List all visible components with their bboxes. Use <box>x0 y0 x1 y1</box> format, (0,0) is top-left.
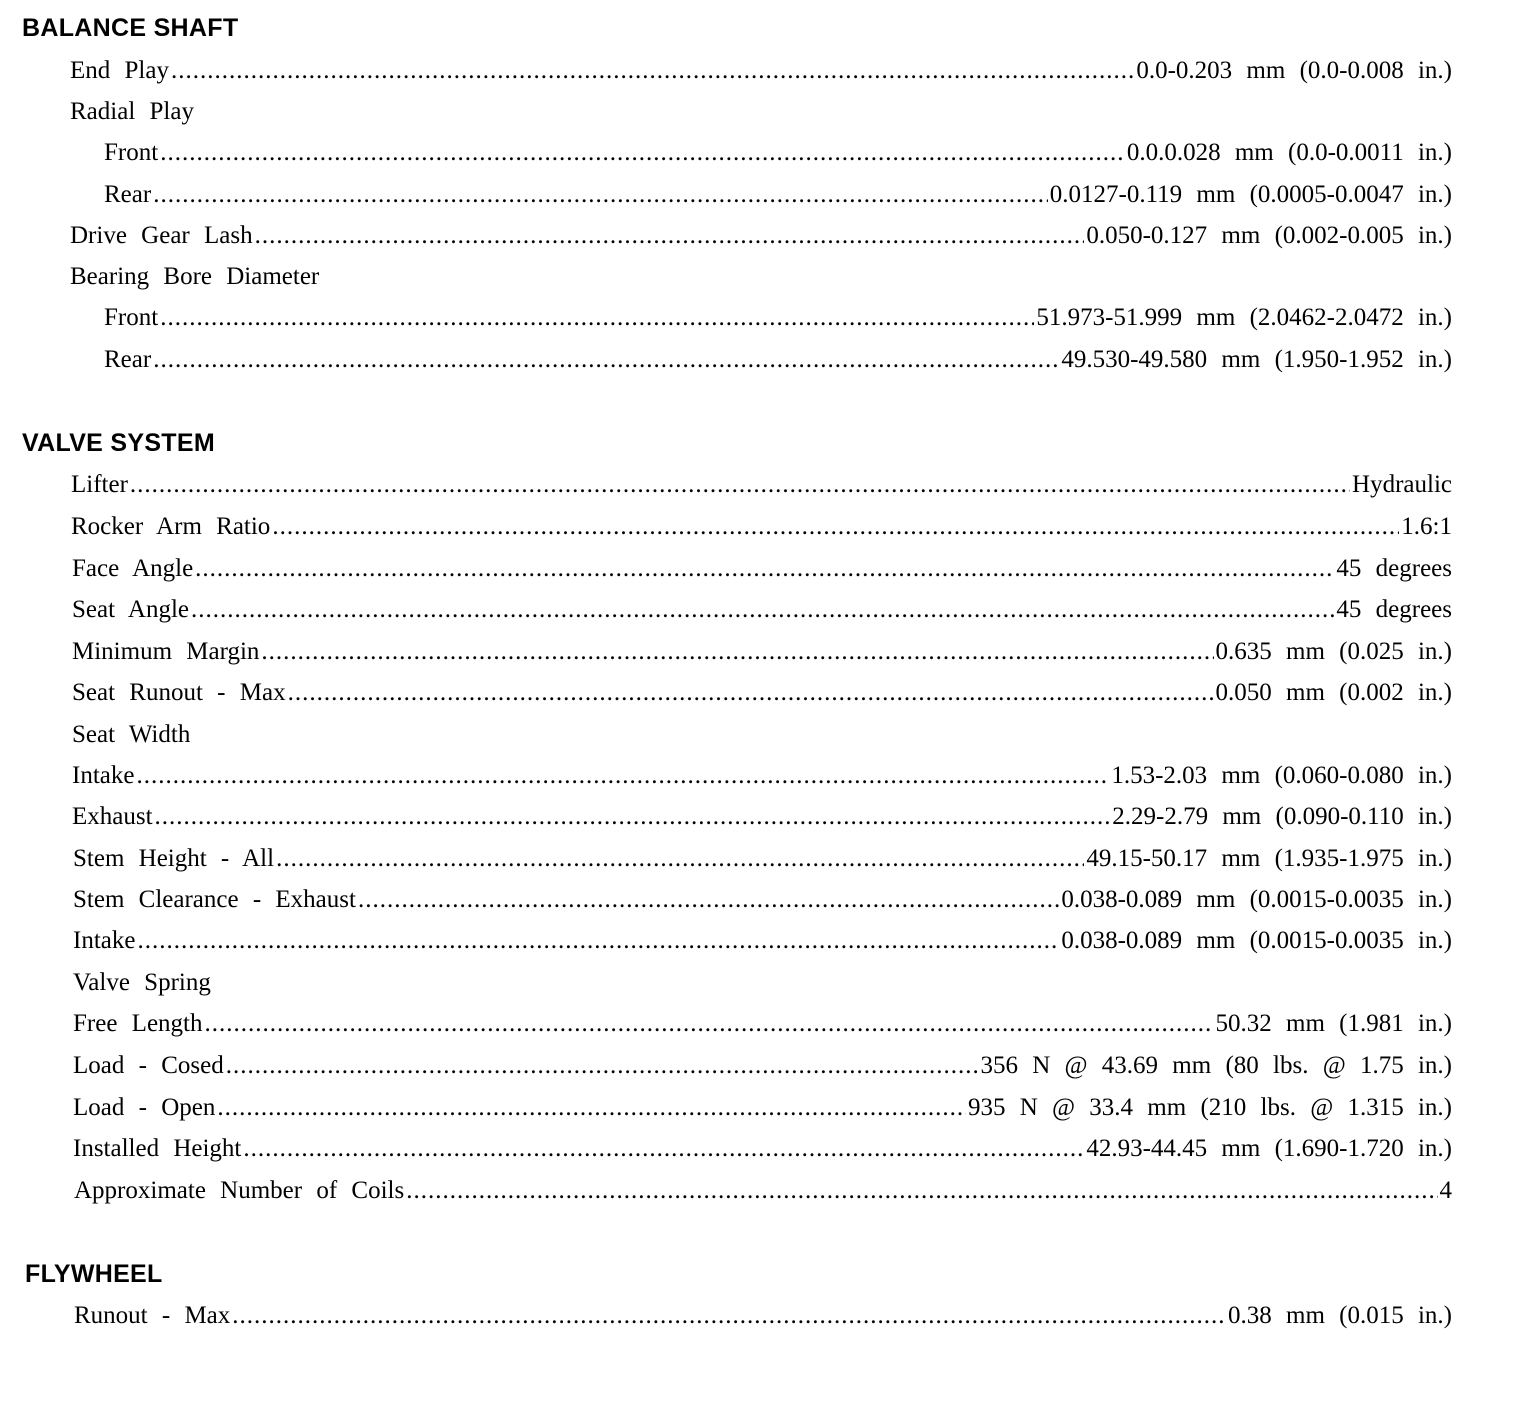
dot-leader <box>136 761 1109 791</box>
spec-value: 0.038-0.089 mm (0.0015-0.0035 in.) <box>1061 886 1452 913</box>
spec-value: 49.15-50.17 mm (1.935-1.975 in.) <box>1086 845 1452 872</box>
spec-label: Front <box>104 304 159 331</box>
spec-label: Load - Cosed <box>73 1052 224 1079</box>
dot-leader <box>191 595 1334 625</box>
spec-label: Seat Angle <box>72 596 190 623</box>
spec-label: Rear <box>104 346 152 373</box>
spec-row-bore-rear <box>104 345 1452 375</box>
spec-row-load-open <box>73 1093 1452 1123</box>
spec-subheading-valve-spring <box>73 968 211 998</box>
spec-row-free-length <box>73 1009 1452 1039</box>
spec-row-minimum-margin <box>72 637 1452 667</box>
spec-subheading-radial-play <box>70 97 194 127</box>
dot-leader <box>137 926 1059 956</box>
dot-leader <box>358 885 1059 915</box>
dot-leader <box>272 512 1399 542</box>
dot-leader <box>288 678 1214 708</box>
section-heading-balance-shaft: BALANCE SHAFT <box>22 14 239 42</box>
spec-row-stem-height <box>73 844 1452 874</box>
spec-value: Hydraulic <box>1352 471 1452 498</box>
spec-row-drive-gear-lash <box>70 221 1452 251</box>
spec-row-radial-rear <box>104 180 1452 210</box>
dot-leader <box>195 554 1334 584</box>
section-heading-valve-system: VALVE SYSTEM <box>22 429 215 457</box>
spec-label: Free Length <box>73 1010 203 1037</box>
spec-row-seat-angle <box>72 595 1452 625</box>
spec-label: Valve Spring <box>73 969 211 996</box>
spec-value: 0.0.0.028 mm (0.0-0.0011 in.) <box>1126 139 1452 166</box>
dot-leader <box>204 1009 1213 1039</box>
spec-label: Runout - Max <box>74 1302 231 1329</box>
spec-label: Approximate Number of Coils <box>74 1177 405 1204</box>
dot-leader <box>153 180 1048 210</box>
spec-value: 0.050 mm (0.002 in.) <box>1215 679 1452 706</box>
spec-row-seat-exhaust <box>72 802 1452 832</box>
spec-row-lifter <box>71 470 1452 500</box>
spec-value: 0.0127-0.119 mm (0.0005-0.0047 in.) <box>1049 181 1452 208</box>
spec-label: Exhaust <box>72 803 153 830</box>
spec-row-rocker-arm-ratio <box>71 512 1452 542</box>
spec-value: 2.29-2.79 mm (0.090-0.110 in.) <box>1112 803 1452 830</box>
spec-label: Lifter <box>71 471 128 498</box>
spec-row-end-play <box>70 56 1452 86</box>
spec-label: Stem Clearance - Exhaust <box>73 886 356 913</box>
spec-value: 0.635 mm (0.025 in.) <box>1215 638 1452 665</box>
spec-label: Face Angle <box>72 555 194 582</box>
spec-row-stem-clearance-intake <box>73 926 1452 956</box>
spec-value: 0.38 mm (0.015 in.) <box>1228 1302 1452 1329</box>
spec-value: 0.050-0.127 mm (0.002-0.005 in.) <box>1086 222 1452 249</box>
dot-leader <box>160 303 1034 333</box>
spec-label: Bearing Bore Diameter <box>70 263 320 290</box>
spec-row-installed-height <box>73 1134 1452 1164</box>
spec-value: 1.53-2.03 mm (0.060-0.080 in.) <box>1111 762 1452 789</box>
dot-leader <box>130 470 1350 500</box>
spec-value: 51.973-51.999 mm (2.0462-2.0472 in.) <box>1036 304 1452 331</box>
spec-label: Intake <box>72 762 135 789</box>
spec-row-seat-intake <box>72 761 1452 791</box>
dot-leader <box>232 1301 1226 1331</box>
spec-value: 42.93-44.45 mm (1.690-1.720 in.) <box>1086 1135 1452 1162</box>
spec-value: 935 N @ 33.4 mm (210 lbs. @ 1.315 in.) <box>967 1094 1452 1121</box>
spec-value: 0.038-0.089 mm (0.0015-0.0035 in.) <box>1061 927 1452 954</box>
spec-row-stem-clearance-exhaust <box>73 885 1452 915</box>
spec-value: 45 degrees <box>1336 555 1452 582</box>
spec-row-radial-front <box>104 138 1452 168</box>
dot-leader <box>226 1051 979 1081</box>
spec-subheading-bearing-bore <box>70 262 319 292</box>
spec-label: Radial Play <box>70 98 194 125</box>
spec-label: Seat Width <box>72 721 191 748</box>
spec-value: 1.6:1 <box>1401 513 1452 540</box>
section-heading-flywheel: FLYWHEEL <box>25 1260 163 1288</box>
spec-label: Seat Runout - Max <box>72 679 286 706</box>
spec-value: 356 N @ 43.69 mm (80 lbs. @ 1.75 in.) <box>980 1052 1452 1079</box>
spec-row-face-angle <box>72 554 1452 584</box>
dot-leader <box>155 802 1111 832</box>
dot-leader <box>276 844 1084 874</box>
spec-label: Stem Height - All <box>73 845 275 872</box>
spec-row-load-closed <box>73 1051 1452 1081</box>
spec-row-bore-front <box>104 303 1452 333</box>
spec-value: 45 degrees <box>1336 596 1452 623</box>
dot-leader <box>153 345 1059 375</box>
spec-label: Load - Open <box>73 1094 216 1121</box>
spec-label: Rear <box>104 181 152 208</box>
spec-label: End Play <box>70 57 169 84</box>
spec-label: Front <box>104 139 159 166</box>
dot-leader <box>171 56 1134 86</box>
spec-label: Installed Height <box>73 1135 242 1162</box>
spec-row-flywheel-runout <box>74 1301 1452 1331</box>
spec-value: 4 <box>1439 1177 1452 1204</box>
spec-value: 0.0-0.203 mm (0.0-0.008 in.) <box>1136 57 1452 84</box>
spec-label: Drive Gear Lash <box>70 222 253 249</box>
spec-value: 49.530-49.580 mm (1.950-1.952 in.) <box>1061 346 1452 373</box>
spec-subheading-seat-width <box>72 720 190 750</box>
spec-label: Rocker Arm Ratio <box>71 513 271 540</box>
dot-leader <box>217 1093 966 1123</box>
spec-label: Minimum Margin <box>72 638 260 665</box>
dot-leader <box>160 138 1125 168</box>
spec-label: Intake <box>73 927 136 954</box>
spec-row-seat-runout <box>72 678 1452 708</box>
dot-leader <box>255 221 1085 251</box>
spec-row-coils <box>74 1176 1452 1206</box>
dot-leader <box>261 637 1213 667</box>
dot-leader <box>406 1176 1437 1206</box>
spec-value: 50.32 mm (1.981 in.) <box>1215 1010 1452 1037</box>
dot-leader <box>243 1134 1084 1164</box>
